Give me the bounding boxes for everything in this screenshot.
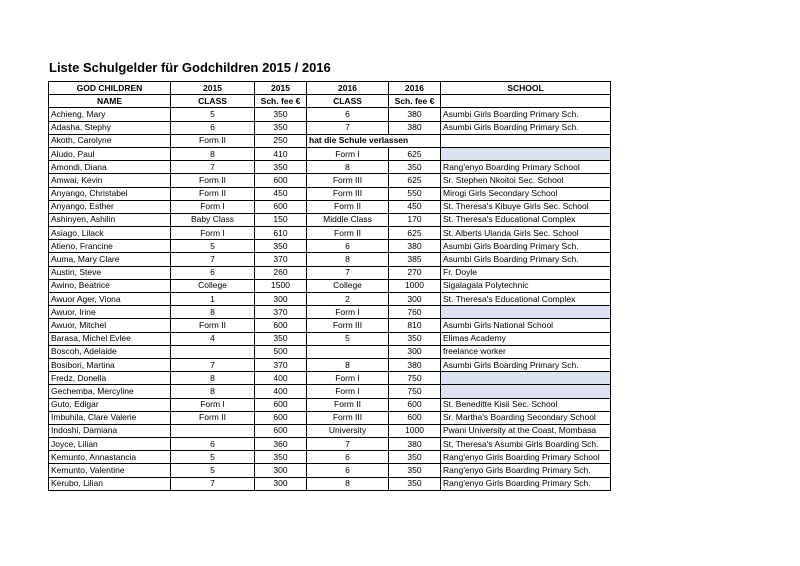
cell-fee-2016: 625 (389, 227, 441, 240)
cell-fee-2016: 625 (389, 174, 441, 187)
cell-school (441, 306, 611, 319)
table-row (49, 227, 611, 240)
cell-class-2016: 6 (307, 451, 389, 464)
cell-class-2016: 6 (307, 240, 389, 253)
cell-fee-2016: 750 (389, 385, 441, 398)
cell-name: Imbuhila, Clare Valerie (49, 411, 171, 424)
cell-class-2016: 8 (307, 358, 389, 371)
cell-class-2015: 8 (171, 147, 255, 160)
cell-class-2016: 8 (307, 253, 389, 266)
cell-name: Kemunto, Valentine (49, 464, 171, 477)
cell-fee-2016: 550 (389, 187, 441, 200)
cell-fee-2015: 350 (255, 108, 307, 121)
cell-fee-2015: 410 (255, 147, 307, 160)
cell-school: St. Theresa's Educational Complex (441, 213, 611, 226)
cell-fee-2016: 300 (389, 293, 441, 306)
table-row (49, 240, 611, 253)
table-row (49, 187, 611, 200)
table-row (49, 385, 611, 398)
cell-fee-2016: 170 (389, 213, 441, 226)
col-header-class-2016: CLASS (307, 95, 389, 108)
cell-school: St. Alberts Ulanda Girls Sec. School (441, 227, 611, 240)
cell-school: Sigalagala Polytechnic (441, 279, 611, 292)
cell-fee-2016: 385 (389, 253, 441, 266)
cell-fee-2015: 360 (255, 438, 307, 451)
col-header-2015-class-year: 2015 (171, 82, 255, 95)
cell-school (441, 134, 611, 147)
cell-class-2016: 7 (307, 438, 389, 451)
cell-fee-2016: 600 (389, 398, 441, 411)
table-row (49, 121, 611, 134)
table-row (49, 319, 611, 332)
cell-school: Sr. Martha's Boarding Secondary School (441, 411, 611, 424)
cell-fee-2015: 600 (255, 411, 307, 424)
cell-class-2016: Form I (307, 306, 389, 319)
cell-fee-2016: 350 (389, 451, 441, 464)
table-row (49, 279, 611, 292)
cell-fee-2016: 300 (389, 345, 441, 358)
cell-name: Fredz, Donella (49, 372, 171, 385)
cell-fee-2016: 450 (389, 200, 441, 213)
cell-class-2016: 5 (307, 332, 389, 345)
cell-fee-2015: 600 (255, 398, 307, 411)
cell-class-2015: Baby Class (171, 213, 255, 226)
cell-class-2015: 5 (171, 451, 255, 464)
cell-fee-2015: 300 (255, 293, 307, 306)
cell-fee-2016: 380 (389, 240, 441, 253)
col-header-school-sub (441, 95, 611, 108)
cell-class-2016: Form II (307, 227, 389, 240)
cell-school: Rang'enyo Girls Boarding Primary Sch. (441, 464, 611, 477)
cell-fee-2015: 600 (255, 319, 307, 332)
table-row (49, 253, 611, 266)
cell-fee-2015: 300 (255, 464, 307, 477)
cell-school: Pwani University at the Coast, Mombasa (441, 424, 611, 437)
col-header-2016-fee-year: 2016 (389, 82, 441, 95)
cell-fee-2015: 300 (255, 477, 307, 490)
cell-class-2016 (307, 345, 389, 358)
cell-class-2015: 8 (171, 306, 255, 319)
cell-fee-2015: 500 (255, 345, 307, 358)
cell-name: Joyce, Lilian (49, 438, 171, 451)
cell-class-2015: Form II (171, 187, 255, 200)
cell-class-2015 (171, 424, 255, 437)
cell-school: St. Theresa's Educational Complex (441, 293, 611, 306)
cell-name: Amondi, Diana (49, 161, 171, 174)
cell-fee-2015: 350 (255, 451, 307, 464)
cell-fee-2015: 350 (255, 121, 307, 134)
cell-school: Asumbi Girls Boarding Primary Sch. (441, 108, 611, 121)
cell-name: Anyango, Esther (49, 200, 171, 213)
cell-class-2016: Form I (307, 385, 389, 398)
table-row (49, 134, 611, 147)
header-row-2 (49, 95, 611, 108)
col-header-god-children: GOD CHILDREN (49, 82, 171, 95)
cell-fee-2016: 350 (389, 464, 441, 477)
cell-name: Amwai, Kevin (49, 174, 171, 187)
table-row (49, 438, 611, 451)
cell-name: Kerubo, Lilian (49, 477, 171, 490)
cell-class-2015: 7 (171, 253, 255, 266)
cell-fee-2015: 370 (255, 358, 307, 371)
cell-school: Asumbi Girls Boarding Primary Sch. (441, 358, 611, 371)
cell-class-2016: 2 (307, 293, 389, 306)
table-row (49, 372, 611, 385)
cell-fee-2016: 625 (389, 147, 441, 160)
cell-class-2015: 8 (171, 385, 255, 398)
cell-note: hat die Schule verlassen (307, 134, 441, 147)
col-header-2015-fee-year: 2015 (255, 82, 307, 95)
cell-fee-2015: 400 (255, 372, 307, 385)
table-row (49, 477, 611, 490)
cell-class-2016: 7 (307, 121, 389, 134)
cell-class-2015: Form I (171, 227, 255, 240)
cell-class-2016: Form II (307, 398, 389, 411)
cell-school (441, 147, 611, 160)
cell-class-2016: 8 (307, 161, 389, 174)
cell-fee-2016: 350 (389, 477, 441, 490)
header-row-1 (49, 82, 611, 95)
cell-name: Auma, Mary Clare (49, 253, 171, 266)
cell-class-2015: Form II (171, 411, 255, 424)
cell-school: Asumbi Girls National School (441, 319, 611, 332)
cell-fee-2016: 760 (389, 306, 441, 319)
cell-class-2016: Form III (307, 411, 389, 424)
cell-class-2016: 8 (307, 477, 389, 490)
document-title: Liste Schulgelder für Godchildren 2015 / 2016 (49, 60, 331, 75)
table-row (49, 213, 611, 226)
cell-name: Adasha, Stephy (49, 121, 171, 134)
cell-class-2016: Form II (307, 200, 389, 213)
cell-class-2015: 7 (171, 161, 255, 174)
cell-name: Achieng, Mary (49, 108, 171, 121)
table-row (49, 200, 611, 213)
cell-fee-2015: 600 (255, 424, 307, 437)
cell-fee-2016: 600 (389, 411, 441, 424)
cell-fee-2016: 1000 (389, 424, 441, 437)
cell-fee-2015: 1500 (255, 279, 307, 292)
cell-name: Awino, Beatrice (49, 279, 171, 292)
cell-name: Awuor, Mitchel (49, 319, 171, 332)
cell-class-2015: 5 (171, 240, 255, 253)
cell-class-2015: 5 (171, 108, 255, 121)
col-header-fee-2015: Sch. fee € (255, 95, 307, 108)
table-row (49, 345, 611, 358)
cell-fee-2015: 370 (255, 253, 307, 266)
col-header-class-2015: CLASS (171, 95, 255, 108)
cell-school: Fr. Doyle (441, 266, 611, 279)
cell-school: Rang'enyo Girls Boarding Primary School (441, 451, 611, 464)
cell-class-2016: Middle Class (307, 213, 389, 226)
cell-fee-2015: 450 (255, 187, 307, 200)
cell-class-2016: Form III (307, 319, 389, 332)
cell-school: St, Theresa's Asumbi Girls Boarding Sch. (441, 438, 611, 451)
cell-name: Awuor, Irine (49, 306, 171, 319)
cell-name: Austin, Steve (49, 266, 171, 279)
table-row (49, 451, 611, 464)
cell-fee-2015: 350 (255, 161, 307, 174)
cell-fee-2016: 270 (389, 266, 441, 279)
cell-fee-2015: 600 (255, 174, 307, 187)
cell-name: Ashinyen, Ashilin (49, 213, 171, 226)
cell-school (441, 372, 611, 385)
cell-school (441, 385, 611, 398)
table-row (49, 464, 611, 477)
cell-name: Asiago, Lilack (49, 227, 171, 240)
cell-fee-2015: 600 (255, 200, 307, 213)
col-header-2016-class-year: 2016 (307, 82, 389, 95)
table-body (49, 108, 611, 490)
cell-school: Asumbi Girls Boarding Primary Sch. (441, 121, 611, 134)
cell-school: Asumbi Girls Boarding Primary Sch. (441, 240, 611, 253)
cell-fee-2016: 810 (389, 319, 441, 332)
school-fees-table (48, 81, 611, 491)
table-row (49, 147, 611, 160)
cell-school: Elimas Academy (441, 332, 611, 345)
cell-school: Rang'enyo Boarding Primary School (441, 161, 611, 174)
cell-fee-2015: 260 (255, 266, 307, 279)
cell-class-2015: 4 (171, 332, 255, 345)
col-header-name: NAME (49, 95, 171, 108)
cell-class-2016: Form III (307, 174, 389, 187)
cell-fee-2015: 250 (255, 134, 307, 147)
cell-fee-2016: 350 (389, 332, 441, 345)
cell-fee-2015: 370 (255, 306, 307, 319)
cell-school: freelance worker (441, 345, 611, 358)
cell-name: Boscoh, Adelaide (49, 345, 171, 358)
cell-school: St. Beneditte Kisii Sec. School (441, 398, 611, 411)
cell-class-2016: College (307, 279, 389, 292)
cell-name: Atieno, Francine (49, 240, 171, 253)
cell-school: Rang'enyo Girls Boarding Primary Sch. (441, 477, 611, 490)
cell-fee-2016: 350 (389, 161, 441, 174)
cell-school: Sr. Stephen Nkoitoi Sec. School (441, 174, 611, 187)
cell-class-2015: College (171, 279, 255, 292)
cell-fee-2015: 350 (255, 332, 307, 345)
table-row (49, 266, 611, 279)
cell-fee-2015: 150 (255, 213, 307, 226)
cell-class-2015: Form II (171, 174, 255, 187)
cell-school: Mirogi Girls Secondary School (441, 187, 611, 200)
col-header-fee-2016: Sch. fee € (389, 95, 441, 108)
cell-name: Kemunto, Annastancia (49, 451, 171, 464)
cell-fee-2016: 380 (389, 438, 441, 451)
table-row (49, 358, 611, 371)
table-row (49, 174, 611, 187)
cell-class-2015: 1 (171, 293, 255, 306)
cell-fee-2015: 350 (255, 240, 307, 253)
cell-name: Gechemba, Mercyline (49, 385, 171, 398)
table-row (49, 332, 611, 345)
cell-school: St. Theresa's Kibuye Girls Sec. School (441, 200, 611, 213)
cell-class-2015: 6 (171, 121, 255, 134)
cell-class-2015 (171, 345, 255, 358)
cell-class-2015: Form II (171, 134, 255, 147)
cell-class-2015: Form I (171, 398, 255, 411)
cell-class-2015: 6 (171, 266, 255, 279)
cell-fee-2015: 610 (255, 227, 307, 240)
cell-class-2016: 7 (307, 266, 389, 279)
cell-name: Anyango, Christabel (49, 187, 171, 200)
cell-fee-2016: 380 (389, 358, 441, 371)
cell-name: Indoshi, Damiana (49, 424, 171, 437)
cell-fee-2016: 380 (389, 108, 441, 121)
cell-class-2015: 7 (171, 477, 255, 490)
cell-fee-2016: 750 (389, 372, 441, 385)
cell-name: Aludo, Paul (49, 147, 171, 160)
cell-name: Awuor Ager, Viona (49, 293, 171, 306)
cell-class-2015: 8 (171, 372, 255, 385)
cell-name: Bosibori, Martina (49, 358, 171, 371)
cell-school: Asumbi Girls Boarding Primary Sch. (441, 253, 611, 266)
cell-name: Barasa, Michel Evlee (49, 332, 171, 345)
table-row (49, 108, 611, 121)
table-row (49, 306, 611, 319)
table-row (49, 424, 611, 437)
table-row (49, 411, 611, 424)
cell-fee-2015: 400 (255, 385, 307, 398)
cell-class-2015: 6 (171, 438, 255, 451)
cell-class-2016: 6 (307, 464, 389, 477)
cell-class-2015: Form II (171, 319, 255, 332)
cell-fee-2016: 1000 (389, 279, 441, 292)
cell-class-2015: 5 (171, 464, 255, 477)
cell-class-2015: Form I (171, 200, 255, 213)
table-row (49, 161, 611, 174)
cell-class-2016: Form III (307, 187, 389, 200)
cell-class-2016: Form I (307, 372, 389, 385)
cell-class-2015: 7 (171, 358, 255, 371)
cell-name: Akoth, Carolyne (49, 134, 171, 147)
col-header-school: SCHOOL (441, 82, 611, 95)
table-row (49, 398, 611, 411)
cell-fee-2016: 380 (389, 121, 441, 134)
cell-name: Guto, Edigar (49, 398, 171, 411)
cell-class-2016: Form I (307, 147, 389, 160)
cell-class-2016: University (307, 424, 389, 437)
table-row (49, 293, 611, 306)
cell-class-2016: 6 (307, 108, 389, 121)
